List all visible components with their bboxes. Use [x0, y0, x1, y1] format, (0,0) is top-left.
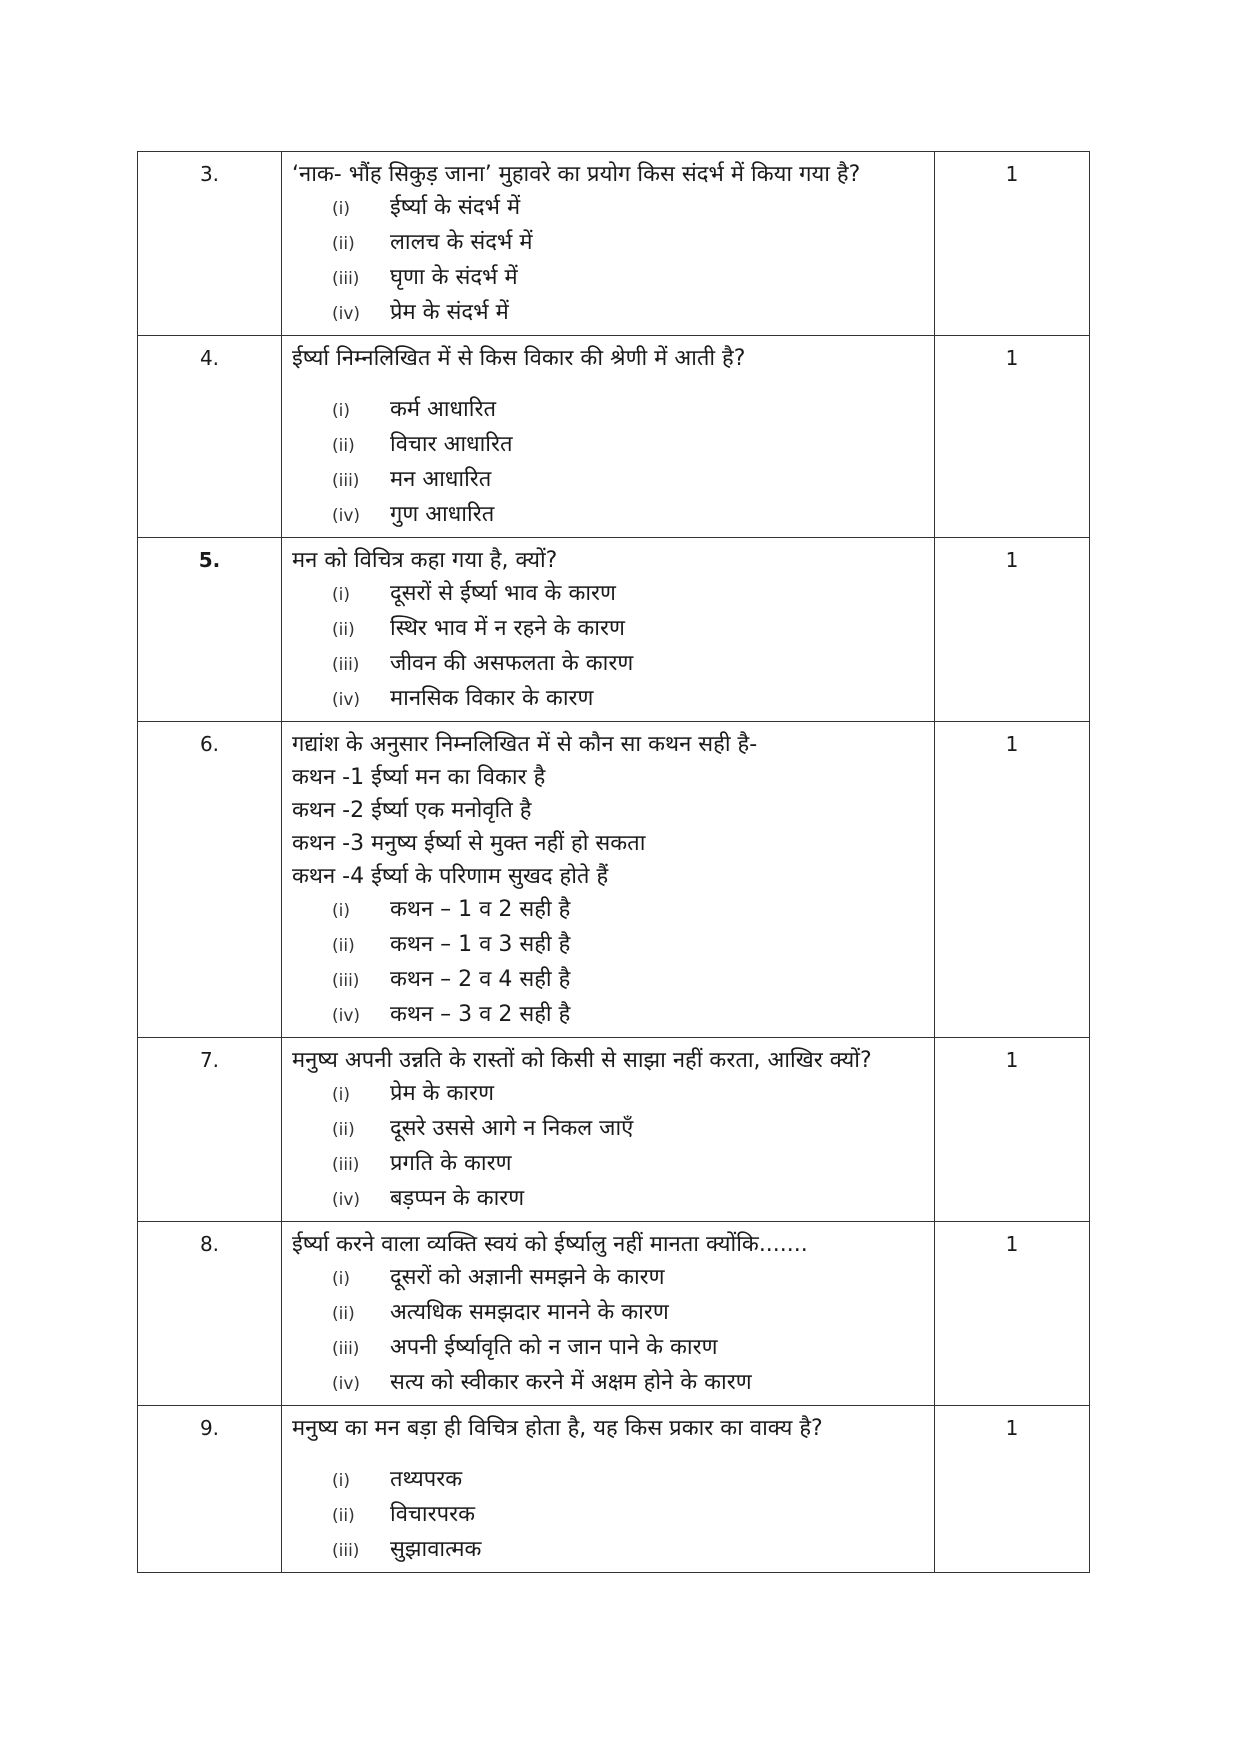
statement-line: कथन -2 ईर्ष्या एक मनोवृति है [292, 798, 532, 823]
option-text: घृणा के संदर्भ में [390, 265, 518, 290]
marks-cell: 1 [935, 1222, 1090, 1406]
option-text: तथ्यपरक [390, 1467, 463, 1492]
question-text: ईर्ष्या निम्नलिखित में से किस विकार की श्रेणी में आती है? [292, 346, 746, 371]
option-text: विचारपरक [390, 1502, 475, 1527]
option-item [292, 1182, 926, 1217]
option-item [292, 261, 926, 296]
option-text: जीवन की असफलता के कारण [390, 651, 634, 676]
option-text: दूसरों से ईर्ष्या भाव के कारण [390, 581, 616, 606]
option-numeral: (iii) [332, 269, 360, 289]
option-item [292, 1533, 926, 1568]
option-item [292, 963, 926, 998]
option-text: प्रेम के कारण [390, 1081, 495, 1106]
option-text: कथन – 2 व 4 सही है [390, 967, 571, 992]
question-cell [282, 152, 935, 336]
question-row [138, 1406, 1090, 1573]
statement-line: कथन -4 ईर्ष्या के परिणाम सुखद होते हैं [292, 864, 609, 889]
option-numeral: (iv) [332, 304, 361, 324]
option-item [292, 498, 926, 533]
question-text: ईर्ष्या करने वाला व्यक्ति स्वयं को ईर्ष्यालु नहीं मानता क्योंकि....... [292, 1232, 808, 1257]
question-number: 7. [138, 1038, 282, 1222]
option-text: लालच के संदर्भ में [390, 230, 533, 255]
option-text: विचार आधारित [390, 432, 513, 457]
option-text: गुण आधारित [390, 502, 495, 527]
option-item [292, 393, 926, 428]
question-text: मनुष्य अपनी उन्नति के रास्तों को किसी से साझा नहीं करता, आखिर क्यों? [292, 1048, 872, 1073]
option-item [292, 428, 926, 463]
option-text: कथन – 3 व 2 सही है [390, 1002, 571, 1027]
option-numeral: (i) [332, 401, 350, 421]
option-item [292, 1261, 926, 1296]
option-item [292, 1366, 926, 1401]
option-text: दूसरे उससे आगे न निकल जाएँ [390, 1116, 634, 1141]
option-numeral: (ii) [332, 620, 355, 640]
option-text: प्रगति के कारण [390, 1151, 512, 1176]
option-numeral: (iii) [332, 1541, 360, 1561]
marks-cell: 1 [935, 152, 1090, 336]
option-item [292, 612, 926, 647]
option-text: ईर्ष्या के संदर्भ में [390, 195, 521, 220]
question-number: 5. [138, 538, 282, 722]
option-numeral: (ii) [332, 436, 355, 456]
options-list [292, 893, 926, 1033]
option-text: प्रेम के संदर्भ में [390, 300, 509, 325]
marks-cell: 1 [935, 1406, 1090, 1573]
options-list [292, 1077, 926, 1217]
option-numeral: (iii) [332, 1339, 360, 1359]
option-text: बड़प्पन के कारण [390, 1186, 525, 1211]
option-numeral: (iv) [332, 1006, 361, 1026]
option-numeral: (iii) [332, 655, 360, 675]
option-text: मन आधारित [390, 467, 492, 492]
option-item [292, 1463, 926, 1498]
question-cell [282, 336, 935, 538]
question-rows [138, 152, 1090, 1573]
question-text: मनुष्य का मन बड़ा ही विचित्र होता है, यह किस प्रकार का वाक्य है? [292, 1416, 823, 1441]
option-item [292, 191, 926, 226]
option-item [292, 1296, 926, 1331]
option-text: सत्य को स्वीकार करने में अक्षम होने के कारण [390, 1370, 752, 1395]
option-numeral: (iii) [332, 971, 360, 991]
option-numeral: (ii) [332, 1304, 355, 1324]
question-number: 4. [138, 336, 282, 538]
statement-line: कथन -3 मनुष्य ईर्ष्या से मुक्त नहीं हो सकता [292, 831, 646, 856]
option-item [292, 1498, 926, 1533]
option-numeral: (i) [332, 901, 350, 921]
option-text: अपनी ईर्ष्यावृति को न जान पाने के कारण [390, 1335, 718, 1360]
question-number: 6. [138, 722, 282, 1038]
option-item [292, 647, 926, 682]
option-text: कर्म आधारित [390, 397, 496, 422]
question-row [138, 722, 1090, 1038]
marks-cell: 1 [935, 336, 1090, 538]
options-list [292, 191, 926, 331]
option-text: सुझावात्मक [390, 1537, 482, 1562]
option-text: अत्यधिक समझदार मानने के कारण [390, 1300, 669, 1325]
option-text: कथन – 1 व 3 सही है [390, 932, 571, 957]
option-item [292, 226, 926, 261]
option-numeral: (iv) [332, 506, 361, 526]
options-list [292, 1261, 926, 1401]
question-text: गद्यांश के अनुसार निम्नलिखित में से कौन सा कथन सही है- [292, 732, 758, 757]
option-text: कथन – 1 व 2 सही है [390, 897, 571, 922]
option-numeral: (ii) [332, 1506, 355, 1526]
question-cell [282, 1406, 935, 1573]
question-cell [282, 1222, 935, 1406]
options-list [292, 1463, 926, 1568]
option-item [292, 682, 926, 717]
question-number: 9. [138, 1406, 282, 1573]
marks-cell: 1 [935, 722, 1090, 1038]
option-text: मानसिक विकार के कारण [390, 686, 594, 711]
option-item [292, 1147, 926, 1182]
option-numeral: (i) [332, 1085, 350, 1105]
option-text: स्थिर भाव में न रहने के कारण [390, 616, 625, 641]
question-row [138, 1222, 1090, 1406]
option-numeral: (i) [332, 199, 350, 219]
question-row [138, 538, 1090, 722]
option-item [292, 1112, 926, 1147]
options-list [292, 577, 926, 717]
statement-line: कथन -1 ईर्ष्या मन का विकार है [292, 765, 546, 790]
option-numeral: (iv) [332, 1190, 361, 1210]
option-item [292, 296, 926, 331]
option-numeral: (iii) [332, 471, 360, 491]
question-row [138, 1038, 1090, 1222]
option-item [292, 577, 926, 612]
option-numeral: (ii) [332, 1120, 355, 1140]
question-cell [282, 1038, 935, 1222]
question-text: ‘नाक- भौंह सिकुड़ जाना’ मुहावरे का प्रयोग किस संदर्भ में किया गया है? [292, 162, 861, 187]
marks-cell: 1 [935, 1038, 1090, 1222]
option-item [292, 893, 926, 928]
question-cell [282, 538, 935, 722]
option-numeral: (i) [332, 1269, 350, 1289]
option-item [292, 1077, 926, 1112]
question-number: 3. [138, 152, 282, 336]
option-numeral: (iv) [332, 690, 361, 710]
question-cell [282, 722, 935, 1038]
question-row [138, 336, 1090, 538]
option-numeral: (iv) [332, 1374, 361, 1394]
option-numeral: (ii) [332, 234, 355, 254]
question-row [138, 152, 1090, 336]
option-item [292, 463, 926, 498]
option-text: दूसरों को अज्ञानी समझने के कारण [390, 1265, 665, 1290]
option-item [292, 998, 926, 1033]
question-text: मन को विचित्र कहा गया है, क्यों? [292, 548, 558, 573]
marks-cell: 1 [935, 538, 1090, 722]
option-item [292, 1331, 926, 1366]
options-list [292, 393, 926, 533]
option-numeral: (iii) [332, 1155, 360, 1175]
option-numeral: (ii) [332, 936, 355, 956]
question-number: 8. [138, 1222, 282, 1406]
option-numeral: (i) [332, 585, 350, 605]
option-item [292, 928, 926, 963]
question-table [137, 151, 1090, 1573]
option-numeral: (i) [332, 1471, 350, 1491]
